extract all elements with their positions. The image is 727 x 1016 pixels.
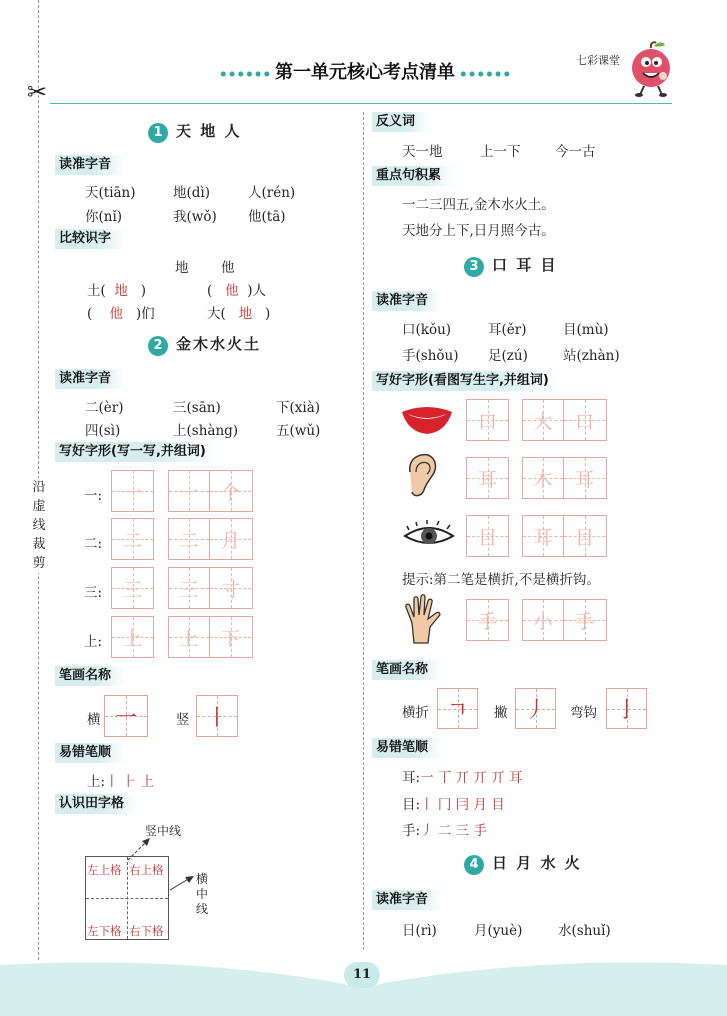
writing-grid: 口 [466, 399, 509, 441]
write-row-label: 一: [84, 488, 103, 504]
tian-zi-grid [85, 856, 169, 940]
pinyin-item: 月(yuè) [474, 923, 523, 939]
column-divider [363, 112, 364, 950]
writing-grid: 耳 [466, 457, 509, 499]
lesson-4-title: 4 日 月 水 火 [464, 852, 582, 875]
writing-grid: 上 下 [168, 616, 253, 658]
stroke-order: 耳:一 丅 丌 丌 丌 耳 [402, 770, 523, 786]
pinyin-item: 口(kǒu) [402, 322, 452, 338]
ear-icon [404, 452, 438, 498]
pinyin-item: 足(zú) [488, 348, 528, 364]
pinyin-item: 下(xià) [276, 400, 321, 416]
pinyin-item: 我(wǒ) [173, 209, 217, 225]
section-heading: 读准字音 [372, 890, 442, 910]
cut-note: 沿 虚 线 裁 剪 [30, 478, 48, 573]
page-header [195, 58, 535, 84]
writing-grid: 手 [466, 599, 509, 641]
section-heading: 比较识字 [55, 229, 125, 249]
pinyin-item: 二(èr) [85, 400, 124, 416]
key-sentence: 天地分上下,日月照今古。 [402, 223, 555, 239]
page-number: 11 [344, 962, 380, 988]
writing-grid: 一 [111, 470, 154, 512]
hand-icon [404, 593, 444, 645]
pinyin-item: 目(mù) [563, 322, 609, 338]
section-heading: 易错笔顺 [372, 738, 442, 758]
antonym-pair: 天一地 [402, 144, 443, 160]
writing-grid: 小 手 [522, 599, 607, 641]
stroke-name: 竖 [176, 712, 190, 728]
tzg-vertical-label: 竖中线 [145, 824, 182, 838]
dots-decoration [219, 71, 271, 77]
tzg-horizontal-label: 横 中 线 [196, 872, 209, 916]
stroke-grid: 亅 [606, 688, 647, 729]
page-title: 第一单元核心考点清单 [275, 62, 455, 83]
write-row-label: 二: [84, 536, 103, 552]
antonym-pair: 今一古 [555, 144, 596, 160]
pinyin-item: 四(sì) [85, 423, 121, 439]
section-heading: 读准字音 [55, 369, 125, 389]
lesson-number: 2 [148, 336, 168, 356]
writing-grid: 目 [466, 515, 509, 557]
pinyin-item: 五(wǔ) [276, 423, 321, 439]
pinyin-item: 三(sān) [173, 400, 221, 416]
pinyin-item: 天(tiān) [85, 185, 136, 201]
lesson-1-title: 1 天 地 人 [148, 120, 241, 143]
stroke-order: 目:丨 冂 冃 月 目 [402, 797, 505, 813]
stroke-name: 横折 [402, 705, 429, 721]
lesson-2-title: 2 金木水火土 [148, 333, 261, 356]
pinyin-item: 水(shuǐ) [558, 923, 611, 939]
stroke-name: 撇 [494, 705, 508, 721]
writing-grid: 上 [111, 616, 154, 658]
section-heading: 认识田字格 [55, 794, 138, 814]
tzg-cell-label: 右上格 [129, 863, 164, 877]
stroke-order: 上:丨 ⺊ 上 [87, 774, 155, 790]
pinyin-item: 手(shǒu) [402, 348, 459, 364]
writing-grid: 耳 目 [522, 515, 607, 557]
lesson-number: 3 [464, 257, 484, 277]
stroke-name: 弯钩 [570, 705, 597, 721]
section-heading: 读准字音 [372, 291, 442, 311]
writing-grid: 木 耳 [522, 457, 607, 499]
pinyin-item: 他(tā) [248, 209, 286, 225]
lesson-number: 4 [464, 855, 484, 875]
section-heading: 易错笔顺 [55, 743, 125, 763]
lesson-3-title: 3 口 耳 目 [464, 254, 557, 277]
write-row-label: 三: [84, 585, 103, 601]
tzg-cell-label: 左下格 [87, 924, 122, 938]
stroke-grid: 丿 [515, 688, 556, 729]
tzg-cell-label: 右下格 [129, 924, 164, 938]
writing-grid: 二 月 [168, 518, 253, 560]
section-heading: 写好字形(写一写,并组词) [55, 442, 220, 462]
dots-decoration [459, 71, 511, 77]
section-heading: 笔画名称 [55, 666, 125, 686]
pinyin-item: 上(shàng) [173, 423, 239, 439]
pinyin-item: 站(zhàn) [563, 348, 620, 364]
mouth-icon [400, 402, 454, 436]
lesson-number: 1 [148, 123, 168, 143]
pinyin-item: 日(rì) [402, 923, 437, 939]
compare-line: 大( 地 ) [207, 306, 271, 322]
writing-grid: 三 [111, 567, 154, 609]
write-row-label: 上: [84, 634, 103, 650]
key-sentence: 一二三四五,金木水火土。 [402, 197, 555, 213]
pinyin-item: 地(dì) [173, 185, 210, 201]
eye-icon [403, 520, 455, 552]
writing-grid: 二 [111, 518, 154, 560]
tzg-cell-label: 左上格 [87, 863, 122, 877]
section-heading: 笔画名称 [372, 660, 442, 680]
writing-grid: 一 个 [168, 470, 253, 512]
stroke-grid: 一 [104, 695, 148, 737]
arrow-icon [168, 872, 196, 892]
compare-line: ( 他 )人 [207, 283, 267, 299]
compare-word: 他 [221, 260, 235, 276]
section-heading: 写好字形(看图写生字,并组词) [372, 371, 563, 391]
pinyin-item: 人(rén) [248, 185, 296, 201]
stroke-grid: ㄱ [437, 688, 478, 729]
compare-line: ( 他 )们 [87, 306, 155, 322]
pinyin-item: 耳(ěr) [488, 322, 527, 338]
compare-word: 地 [175, 260, 189, 276]
pinyin-item: 你(nǐ) [85, 209, 123, 225]
tip-text: 提示:第二笔是横折,不是横折钩。 [402, 572, 600, 588]
section-heading: 反义词 [372, 112, 429, 132]
header-rule [50, 103, 672, 104]
scissors-icon: ✂ [27, 78, 48, 106]
section-heading: 读准字音 [55, 155, 125, 175]
antonym-pair: 上一下 [480, 144, 521, 160]
section-heading: 重点句积累 [372, 166, 455, 186]
stroke-order: 手:丿 二 三 手 [402, 823, 487, 839]
compare-line: 土( 地 ) [87, 283, 147, 299]
stroke-name: 横 [87, 712, 101, 728]
writing-grid: 三 寸 [168, 567, 253, 609]
stroke-grid: 丨 [196, 695, 238, 737]
writing-grid: 大 口 [522, 399, 607, 441]
brand-name: 七彩课堂 [576, 54, 620, 67]
apple-mascot-icon [626, 40, 676, 98]
